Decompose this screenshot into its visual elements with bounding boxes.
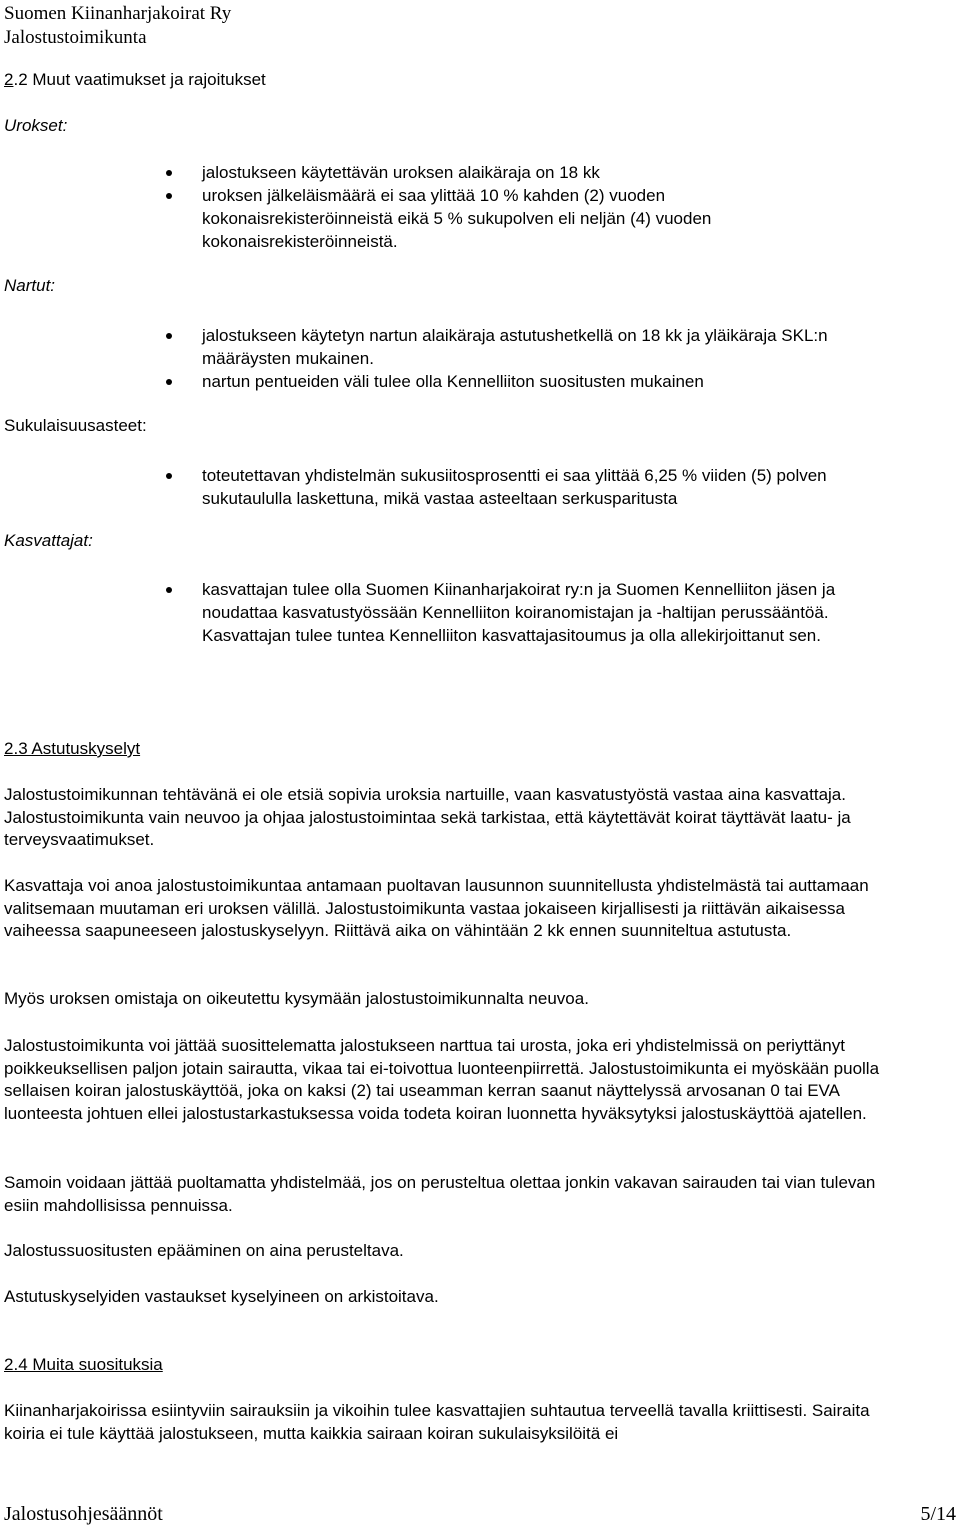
section-2-3-number: 2: [4, 739, 14, 758]
paragraph: Samoin voidaan jättää puoltamatta yhdistelmää, jos on perusteltua olettaa jonkin vakavan sairauden tai vian tulevan esiin mahdollisissa pennuissa.: [4, 1173, 876, 1215]
bullet-icon: [166, 379, 172, 385]
paragraph: Kasvattaja voi anoa jalostustoimikuntaa antamaan puoltavan lausunnon suunnitellusta yhdistelmästä tai auttamaan valitsemaan muutaman eri uroksen välillä. Jalostustoimikunta vastaa jokaiseen kirjallisesti ja riittävän aikaisessa vaiheessa saapuneeseen jalostuskyselyyn. Riittävä aika on vähintään 2 kk ennen suunniteltua astutusta.: [4, 876, 869, 940]
list-item: uroksen jälkeläismäärä ei saa ylittää 10 % kahden (2) vuoden kokonaisrekisteröinneistä eikä 5 % sukupolven eli neljän (4) vuoden kokonaisrekisteröinneistä.: [202, 184, 802, 253]
section-2-3-title: .3 Astutuskyselyt: [13, 739, 141, 758]
header-dept: Jalostustoimikunta: [4, 27, 147, 48]
bullet-icon: [166, 587, 172, 593]
paragraph: Myös uroksen omistaja on oikeutettu kysymään jalostustoimikunnalta neuvoa.: [4, 989, 589, 1008]
paragraph: Jalostustoimikunta voi jättää suosittelematta jalostukseen narttua tai urosta, joka eri yhdistelmissä on periyttänyt poikkeuksellisen paljon jotain sairautta, vikaa tai ei-toivottua luonteenpiirrettä. Jalostustoimikunta ei myöskään puolla sellaisen koiran jalostuskäyttöä, joka on kaksi (2) tai useamman kerran saanut näyttelyssä arvosanan 0 tai EVA luonteesta johtuen ellei jalostustarkastuksessa voida todeta koiran luonnetta hyväksytyksi jalostuskäyttöä ajatellen.: [4, 1036, 880, 1123]
section-2-4-heading: [4, 1355, 163, 1375]
kasvattajat-label: Kasvattajat:: [4, 531, 93, 550]
list-item: toteutettavan yhdistelmän sukusiitosprosentti ei saa ylittää 6,25 % viiden (5) polven sukutaululla laskettuna, mikä vastaa asteeltaan serkusparitusta: [202, 464, 882, 510]
nartut-list: [202, 324, 902, 393]
paragraph: Jalostussuositusten epääminen on aina perusteltava.: [4, 1241, 404, 1260]
section-2-4-title: .4 Muita suosituksia: [13, 1355, 163, 1374]
section-2-3-heading: [4, 739, 140, 759]
urokset-list: [202, 161, 902, 253]
section-2-2-heading: [4, 70, 266, 90]
sukulaisuusasteet-label: Sukulaisuusasteet:: [4, 416, 147, 435]
page-number: 5/14: [920, 1503, 956, 1525]
nartut-label: Nartut:: [4, 276, 56, 295]
section-2-2-number: 2: [4, 70, 14, 89]
section-2-4-number: 2: [4, 1355, 14, 1374]
paragraph: Jalostustoimikunnan tehtävänä ei ole etsiä sopivia uroksia nartuille, vaan kasvatustyöstä vastaa aina kasvattaja. Jalostustoimikunta vain neuvoo ja ohjaa jalostustoimintaa sekä tarkistaa, että käytettävät koirat täyttävät laatu- ja terveysvaatimukset.: [4, 785, 851, 849]
urokset-label: Urokset:: [4, 116, 68, 135]
bullet-icon: [166, 193, 172, 199]
header-org: Suomen Kiinanharjakoirat Ry: [4, 3, 232, 24]
sukulaisuus-list: [202, 464, 902, 510]
list-item: kasvattajan tulee olla Suomen Kiinanharjakoirat ry:n ja Suomen Kennelliiton jäsen ja noudattaa kasvatustyössään Kennelliiton koiranomistajan ja -haltijan perussääntöä. Kasvattajan tulee tuntea Kennelliiton kasvattajasitoumus ja olla allekirjoittanut sen.: [202, 578, 892, 647]
section-2-2-title: .2 Muut vaatimukset ja rajoitukset: [13, 70, 266, 89]
list-item: jalostukseen käytettävän uroksen alaikäraja on 18 kk: [202, 161, 902, 184]
list-item: jalostukseen käytetyn nartun alaikäraja astutushetkellä on 18 kk ja yläikäraja SKL:n määräysten mukainen.: [202, 324, 892, 370]
bullet-icon: [166, 333, 172, 339]
paragraph: Kiinanharjakoirissa esiintyviin sairauksiin ja vikoihin tulee kasvattajien suhtautua terveellä tavalla kriittisesti. Sairaita koiria ei tule käyttää jalostukseen, mutta kaikkia sairaan koiran sukulaisyksilöitä ei: [4, 1401, 870, 1443]
document-header: [4, 2, 231, 50]
list-item: nartun pentueiden väli tulee olla Kennelliiton suositusten mukainen: [202, 370, 902, 393]
paragraph: Astutuskyselyiden vastaukset kyselyineen on arkistoitava.: [4, 1287, 439, 1306]
kasvattajat-list: [202, 578, 902, 647]
footer-title: Jalostusohjesäännöt: [4, 1503, 163, 1525]
bullet-icon: [166, 473, 172, 479]
bullet-icon: [166, 170, 172, 176]
